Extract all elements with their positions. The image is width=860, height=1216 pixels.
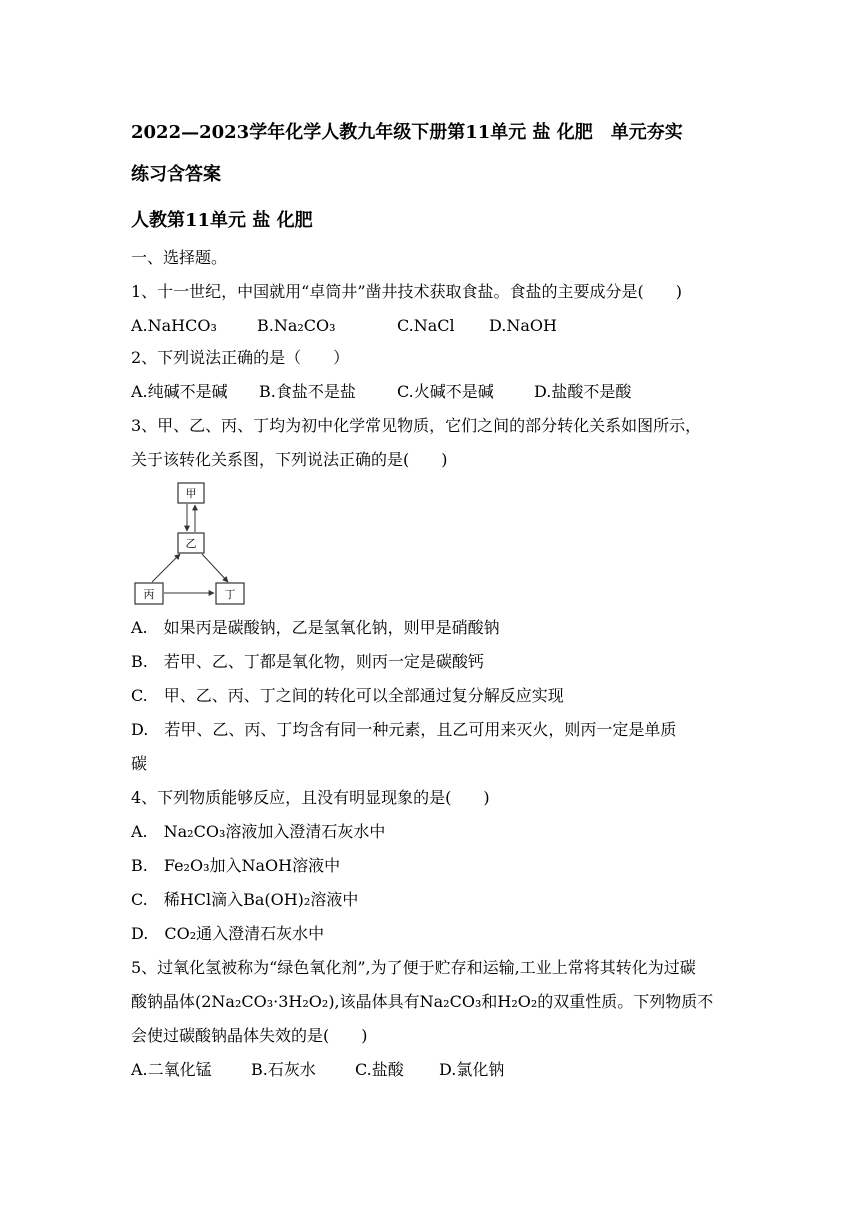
q4-option-c: C. 稀HCl滴入Ba(OH)₂溶液中 (131, 890, 359, 909)
q5-option-c: C.盐酸 (355, 1060, 404, 1079)
q1-option-c: C.NaCl (397, 316, 455, 335)
q3-option-a: A. 如果丙是碳酸钠，乙是氢氧化钠，则甲是硝酸钠 (131, 618, 500, 637)
q2-option-b: B.食盐不是盐 (259, 382, 356, 401)
question-2-stem: 2、下列说法正确的是（ ） (131, 348, 350, 367)
node-yi (178, 533, 204, 553)
question-3-stem-line-1: 3、甲、乙、丙、丁均为初中化学常见物质，它们之间的部分转化关系如图所示， (131, 416, 702, 435)
q5-option-a: A.二氧化锰 (131, 1060, 212, 1079)
q2-option-a: A.纯碱不是碱 (131, 382, 228, 401)
node-bing-label: 丙 (143, 588, 155, 601)
q4-option-a: A. Na₂CO₃溶液加入澄清石灰水中 (131, 822, 386, 841)
question-5-stem-line-1: 5、过氧化氢被称为“绿色氧化剂”,为了便于贮存和运输,工业上常将其转化为过碳 (131, 958, 696, 977)
node-bing (135, 583, 163, 604)
q2-option-d: D.盐酸不是酸 (534, 382, 632, 401)
question-5-stem-line-2: 酸钠晶体(2Na₂CO₃·3H₂O₂),该晶体具有Na₂CO₃和H₂O₂的双重性质。下列物质不 (131, 992, 714, 1011)
q3-option-c: C. 甲、乙、丙、丁之间的转化可以全部通过复分解反应实现 (131, 686, 564, 705)
q2-option-c: C.火碱不是碱 (397, 382, 494, 401)
q5-option-b: B.石灰水 (251, 1060, 316, 1079)
part-heading: 一、选择题。 (131, 248, 228, 267)
question-3-stem-line-2: 关于该转化关系图，下列说法正确的是( ) (131, 450, 448, 469)
q1-option-b: B.Na₂CO₃ (257, 316, 336, 335)
q3-option-b: B. 若甲、乙、丁都是氧化物，则丙一定是碳酸钙 (131, 652, 484, 671)
node-ding-label: 丁 (224, 588, 236, 601)
q1-option-a: A.NaHCO₃ (131, 316, 217, 335)
q5-option-d: D.氯化钠 (439, 1060, 505, 1079)
q4-option-d: D. CO₂通入澄清石灰水中 (131, 924, 325, 943)
question-1-stem: 1、十一世纪，中国就用“卓筒井”凿井技术获取食盐。食盐的主要成分是( ) (131, 282, 683, 301)
arrow-yi-to-ding (202, 554, 228, 582)
document-title-line-2: 练习含答案 (131, 164, 221, 185)
q4-option-b: B. Fe₂O₃加入NaOH溶液中 (131, 856, 341, 875)
question-5-stem-line-3: 会使过碳酸钠晶体失效的是( ) (131, 1026, 368, 1045)
node-jia (178, 483, 204, 503)
node-jia-label: 甲 (185, 487, 197, 500)
q3-option-d-continued: 碳 (131, 754, 148, 773)
document-title-line-1: 2022—2023学年化学人教九年级下册第11单元 盐 化肥 单元夯实 (131, 122, 683, 143)
section-title: 人教第11单元 盐 化肥 (131, 210, 313, 231)
q1-option-d: D.NaOH (489, 316, 557, 335)
conversion-diagram (132, 480, 248, 608)
node-yi-label: 乙 (185, 537, 197, 550)
q3-option-d: D. 若甲、乙、丙、丁均含有同一种元素，且乙可用来灭火，则丙一定是单质 (131, 720, 677, 739)
question-4-stem: 4、下列物质能够反应，且没有明显现象的是( ) (131, 788, 490, 807)
arrow-bing-to-yi (152, 554, 180, 582)
node-ding (216, 583, 244, 604)
